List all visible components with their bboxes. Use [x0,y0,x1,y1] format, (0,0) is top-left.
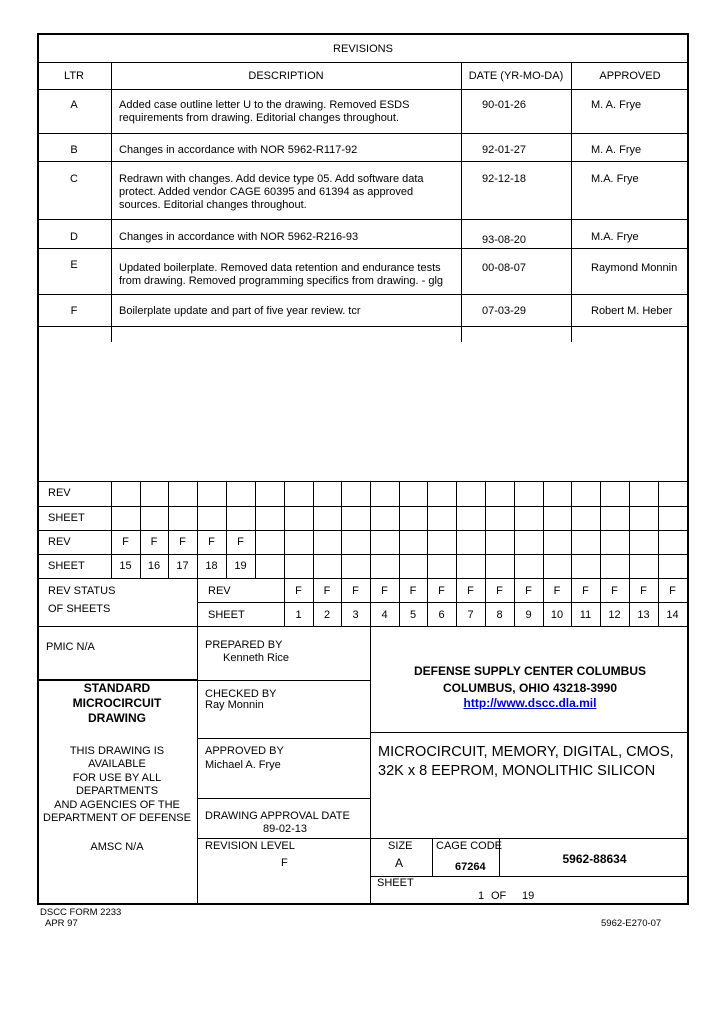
revision-approved: Raymond Monnin [591,262,678,274]
upper-rev-cell: F [208,536,215,548]
header-ltr: LTR [64,70,84,82]
lower-rev-label: REV [208,585,231,597]
lower-sheet-cell: 14 [666,609,679,621]
checked-by-name: Ray Monnin [205,699,264,711]
revision-description: Updated boilerplate. Removed data retention and endurance tests from drawing. Removed programming specifics from drawing. - glg [119,262,444,287]
revision-ltr: B [70,144,78,156]
revision-ltr: F [70,305,78,317]
lower-rev-cell: F [352,585,359,597]
revision-ltr: A [70,99,78,111]
rev-status-label: REV STATUS [48,585,116,597]
upper-rev-cell: F [122,536,129,548]
upper-sheet-cell: 17 [176,560,189,572]
form-number: DSCC FORM 2233 [40,907,122,918]
part-title-line: 32K x 8 EEPROM, MONOLITHIC SILICON [378,763,656,779]
part-title-line: MICROCIRCUIT, MEMORY, DIGITAL, CMOS, [378,744,674,760]
standard-title-line: MICROCIRCUIT [72,696,162,710]
lower-rev-cell: F [525,585,532,597]
upper-sheet-label: SHEET [48,512,85,524]
upper-rev-label: REV [48,487,71,499]
lower-sheet-cell: 11 [579,609,592,621]
lower-sheet-cell: 4 [381,609,388,621]
header-approved: APPROVED [599,70,661,82]
upper-sheet-label-2: SHEET [48,560,85,572]
lower-sheet-cell: 12 [608,609,621,621]
revision-ltr: E [70,259,78,271]
lower-rev-cell: F [582,585,589,597]
lower-rev-cell: F [438,585,445,597]
sheet-number: 1 [478,890,485,902]
lower-sheet-cell: 10 [550,609,564,621]
revision-description: Redrawn with changes. Add device type 05. Add software data protect. Added vendor CAGE 60395 and 61394 as approved sources. Editorial changes throughout. [119,173,424,211]
upper-rev-cell: F [237,536,244,548]
revision-date: 00-08-07 [482,262,527,274]
availability-line: DEPARTMENTS [75,785,159,797]
lower-rev-cell: F [496,585,503,597]
revision-description: Added case outline letter U to the drawing. Removed ESDS requirements from drawing. Editorial changes throughout. [119,99,410,124]
revision-date: 07-03-29 [482,305,527,317]
agency-url-link[interactable]: http://www.dscc.dla.mil [463,696,597,710]
amsc-label: AMSC N/A [90,841,144,853]
lower-sheet-cell: 6 [438,609,445,621]
standard-title-line: DRAWING [88,711,146,725]
revision-level: F [281,857,288,869]
availability-line: DEPARTMENT OF DEFENSE [43,812,191,824]
prepared-by-label: PREPARED BY [205,639,283,651]
lower-rev-cell: F [467,585,474,597]
revision-description: Boilerplate update and part of five year review. tcr [119,305,361,317]
size-value: A [395,856,404,870]
revision-date: 90-01-26 [482,99,527,111]
revision-approved: M.A. Frye [591,173,639,185]
lower-rev-cell: F [640,585,647,597]
upper-sheet-cell: 16 [147,560,161,572]
revision-level-label: REVISION LEVEL [205,840,295,852]
revision-description: Changes in accordance with NOR 5962-R117-92 [119,144,358,156]
drawing-number: 5962-88634 [562,852,627,866]
prepared-by-name: Kenneth Rice [223,652,290,664]
lower-sheet-cell: 7 [467,609,474,621]
upper-sheet-cell: 18 [205,560,218,572]
checked-by-label: CHECKED BY [205,688,277,700]
lower-sheet-cell: 5 [409,609,417,621]
approved-by-name: Michael A. Frye [205,759,281,771]
lower-sheet-cell: 3 [352,609,359,621]
agency-name: DEFENSE SUPPLY CENTER COLUMBUS [413,664,647,678]
lower-rev-cell: F [611,585,618,597]
revision-approved: M. A. Frye [591,144,642,156]
availability-line: THIS DRAWING IS [69,745,165,757]
lower-sheet-cell: 2 [323,609,331,621]
agency-address: COLUMBUS, OHIO 43218-3990 [442,681,618,695]
upper-rev-cell: F [150,536,158,548]
lower-rev-cell: F [381,585,388,597]
revision-ltr: C [70,173,78,185]
revision-ltr: D [70,231,78,243]
availability-line: AVAILABLE [88,758,146,770]
lower-sheet-cell: 8 [496,609,503,621]
form-date: APR 97 [45,918,78,929]
availability-line: AND AGENCIES OF THE [54,799,180,811]
upper-sheet-cell: 19 [234,560,247,572]
upper-rev-cell: F [179,536,186,548]
cage-code-value: 67264 [455,861,486,873]
upper-rev-label-2: REV [48,536,71,548]
approved-by-label: APPROVED BY [205,745,284,757]
revision-date: 92-01-27 [482,144,527,156]
lower-sheet-cell: 13 [637,609,650,621]
revision-approved: M.A. Frye [591,231,639,243]
revisions-title: REVISIONS [333,43,393,55]
revision-description: Changes in accordance with NOR 5962-R216-93 [119,231,359,243]
sheet-label: SHEET [377,877,414,889]
lower-sheet-cell: 1 [295,609,302,621]
cage-code-label: CAGE CODE [436,840,503,852]
sheet-total: 19 [522,890,535,902]
lower-rev-cell: F [409,585,417,597]
of-sheets-label: OF SHEETS [48,603,111,615]
availability-line: FOR USE BY ALL [72,772,162,784]
header-date: DATE (YR-MO-DA) [468,70,564,82]
lower-rev-cell: F [295,585,302,597]
lower-sheet-cell: 9 [525,609,532,621]
revision-date: 93-08-20 [482,234,527,246]
document-code: 5962-E270-07 [601,918,662,929]
standard-title-line: STANDARD [83,681,151,695]
sheet-of: OF [491,890,507,902]
pmic-label: PMIC N/A [46,641,95,653]
revision-approved: M. A. Frye [591,99,642,111]
revision-approved: Robert M. Heber [591,305,673,317]
header-description: DESCRIPTION [248,70,324,82]
approval-date-label: DRAWING APPROVAL DATE [205,810,350,822]
upper-sheet-cell: 15 [119,560,132,572]
approval-date: 89-02-13 [263,823,308,835]
lower-rev-cell: F [553,585,561,597]
lower-rev-cell: F [323,585,331,597]
lower-rev-cell: F [669,585,676,597]
lower-sheet-label: SHEET [208,609,245,621]
size-label: SIZE [388,840,413,852]
revision-date: 92-12-18 [482,173,527,185]
